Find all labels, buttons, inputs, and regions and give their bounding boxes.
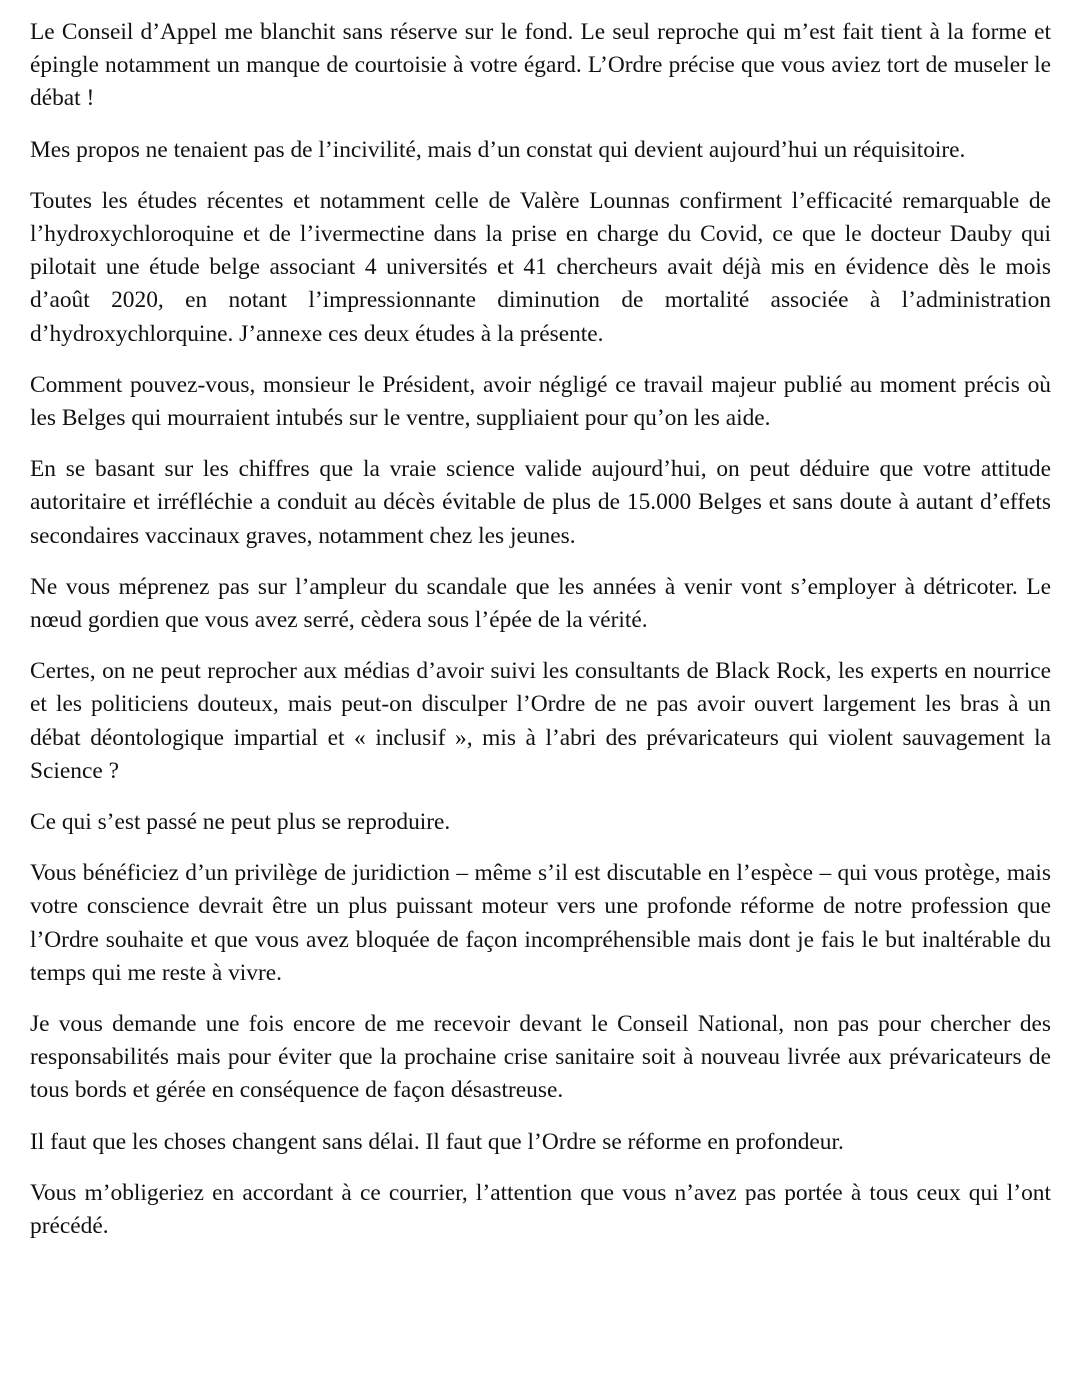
paragraph-question-president: Comment pouvez-vous, monsieur le Président, avoir négligé ce travail majeur publié au moment précis où les Belges qui mourraient intubés sur le ventre, suppliaient pour qu’on les aide. — [30, 371, 1051, 432]
paragraph-appeal-council: Le Conseil d’Appel me blanchit sans réserve sur le fond. Le seul reproche qui m’est fait tient à la forme et épingle notamment un manque de courtoisie à votre égard. L’Ordre précise que vous aviez tort de museler le débat ! — [30, 19, 1051, 112]
paragraph-media: Certes, on ne peut reprocher aux médias d’avoir suivi les consultants de Black Rock, les experts en nourrice et les politiciens douteux, mais peut-on disculper l’Ordre de ne pas avoir ouvert largement les bras à un débat déontologique impartial et « inclusif », mis à l’abri des prévaricateurs qui violent sauvagement la Science ? — [30, 658, 1051, 784]
paragraph-privilege: Vous bénéficiez d’un privilège de juridiction – même s’il est discutable en l’espèce – qui vous protège, mais votre conscience devrait être un plus puissant moteur vers une profonde réforme de notre profession que l’Ordre souhaite et que vous avez bloquée de façon incompréhensible mais dont je fais le but inaltérable du temps qui me reste à vivre. — [30, 860, 1051, 986]
paragraph-statements: Mes propos ne tenaient pas de l’incivilité, mais d’un constat qui devient aujourd’hui un réquisitoire. — [30, 136, 966, 163]
paragraph-scandal: Ne vous méprenez pas sur l’ampleur du scandale que les années à venir vont s’employer à détricoter. Le nœud gordien que vous avez serré, cèdera sous l’épée de la vérité. — [30, 573, 1051, 634]
paragraph-figures: En se basant sur les chiffres que la vraie science valide aujourd’hui, on peut déduire que votre attitude autoritaire et irréfléchie a conduit au décès évitable de plus de 15.000 Belges et sans doute à autant d’effets secondaires vaccinaux graves, notamment chez les jeunes. — [30, 456, 1051, 549]
paragraph-request: Je vous demande une fois encore de me recevoir devant le Conseil National, non pas pour chercher des responsabilités mais pour éviter que la prochaine crise sanitaire soit à nouveau livrée aux prévaricateurs de tous bords et gérée en conséquence de façon désastreuse. — [30, 1011, 1051, 1104]
paragraph-closing: Vous m’obligeriez en accordant à ce courrier, l’attention que vous n’avez pas portée à tous ceux qui l’ont précédé. — [30, 1179, 1051, 1240]
paragraph-never-again: Ce qui s’est passé ne peut plus se reproduire. — [30, 809, 451, 836]
paragraph-studies: Toutes les études récentes et notamment celle de Valère Lounnas confirment l’efficacité remarquable de l’hydroxychloroquine et de l’ivermectine dans la prise en charge du Covid, ce que le docteur Dauby qui pilotait une étude belge associant 4 universités et 41 chercheurs avait déjà mis en évidence dès le mois d’août 2020, en notant l’impressionnante diminution de mortalité associée à l’administration d’hydroxychlorquine. J’annexe ces deux études à la présente. — [30, 187, 1051, 347]
paragraph-change: Il faut que les choses changent sans délai. Il faut que l’Ordre se réforme en profondeur. — [30, 1128, 844, 1155]
